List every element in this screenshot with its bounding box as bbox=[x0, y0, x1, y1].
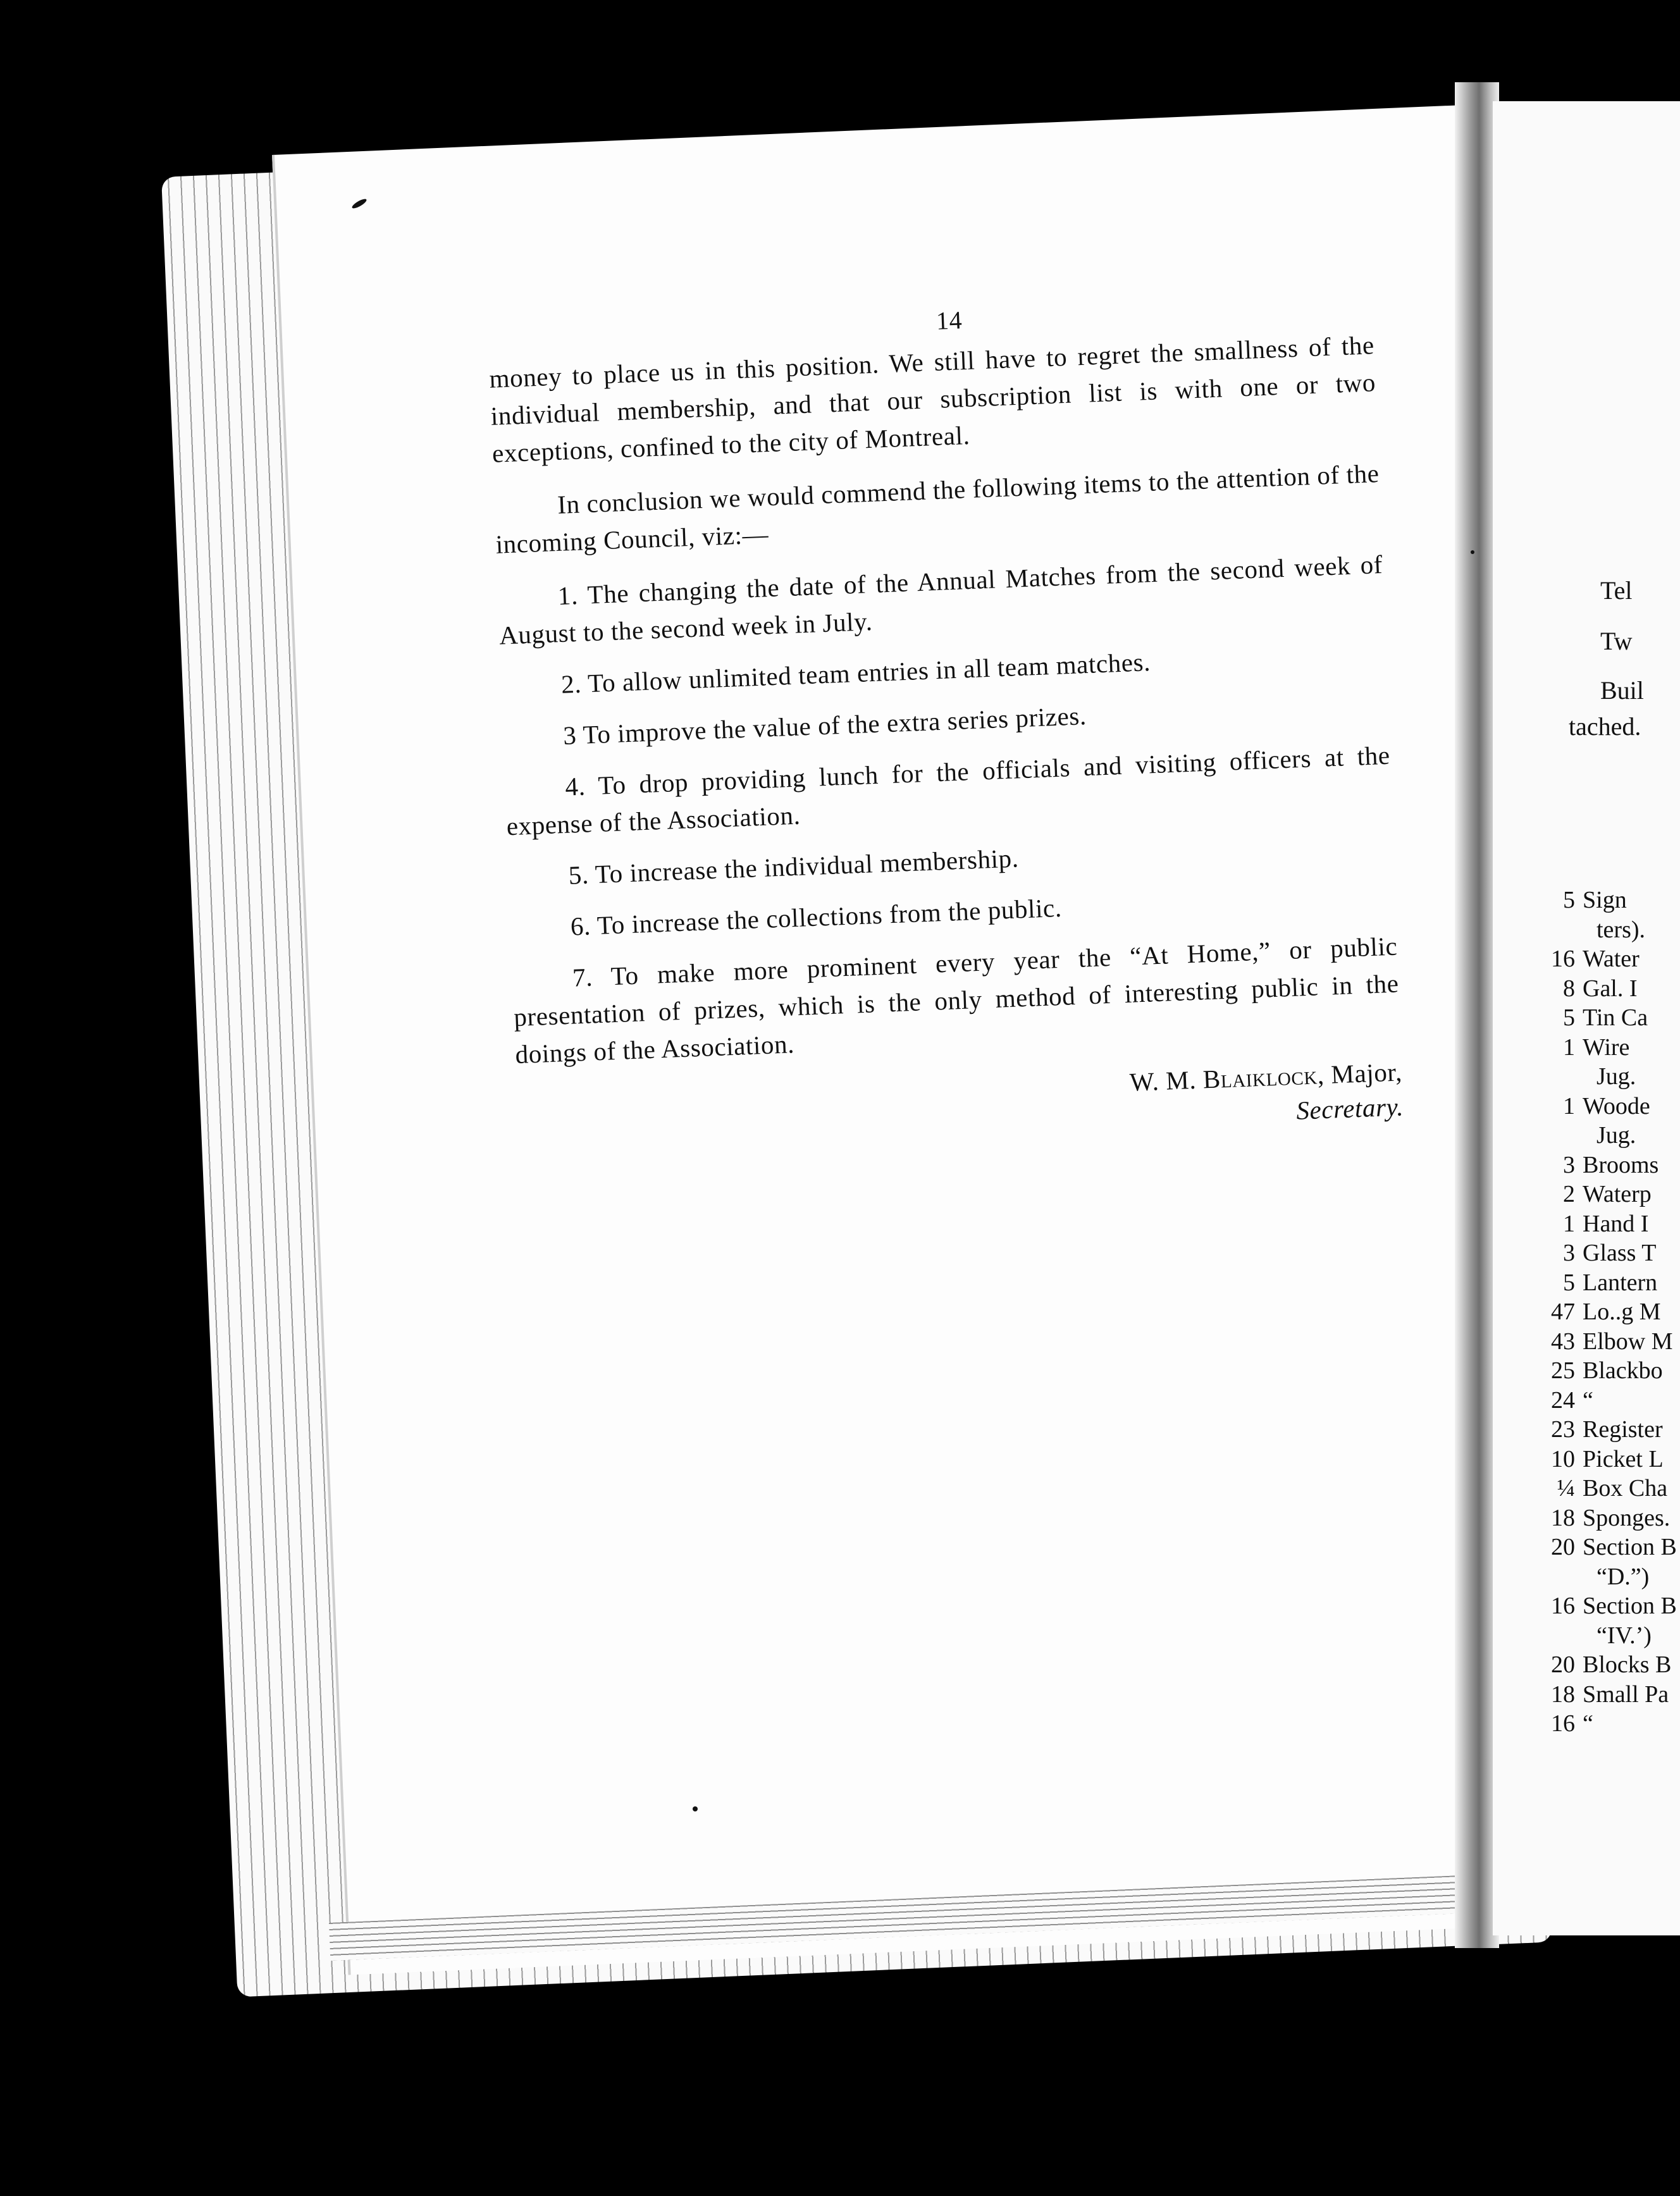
list-row-text: Tin Ca bbox=[1583, 1004, 1648, 1031]
list-item: 2. To allow unlimited team entries in all team matches. bbox=[560, 647, 1151, 699]
list-row bbox=[1518, 1621, 1680, 1651]
list-row-count bbox=[1518, 1621, 1583, 1651]
right-top-line: Tel bbox=[1600, 576, 1633, 605]
list-row bbox=[1518, 1533, 1680, 1562]
list-row-count: 23 bbox=[1551, 1416, 1575, 1443]
page-number: 14 bbox=[936, 305, 963, 335]
ink-mark bbox=[693, 1806, 698, 1811]
signature-name: Blaiklock bbox=[1202, 1060, 1318, 1094]
list-row bbox=[1518, 1209, 1680, 1239]
list-row-text: Wire bbox=[1583, 1033, 1630, 1061]
list-row-count: 18 bbox=[1551, 1681, 1575, 1708]
list-row bbox=[1518, 1474, 1680, 1503]
list-row-count: 1 bbox=[1563, 1033, 1575, 1061]
list-row-count: 8 bbox=[1563, 975, 1575, 1002]
list-row bbox=[1518, 1033, 1680, 1063]
list-row-text: Blocks B bbox=[1583, 1651, 1672, 1678]
list-row bbox=[1518, 1297, 1680, 1327]
list-row-count: 24 bbox=[1551, 1386, 1575, 1414]
list-row-text: “IV.’) bbox=[1597, 1622, 1652, 1649]
list-row-text: Waterp bbox=[1583, 1181, 1652, 1207]
list-row-text: Woode bbox=[1583, 1092, 1650, 1120]
list-row-text: Glass T bbox=[1583, 1240, 1657, 1266]
list-row bbox=[1518, 1650, 1680, 1680]
list-row-text: Box Cha bbox=[1583, 1475, 1668, 1502]
list-row-count bbox=[1518, 1562, 1583, 1592]
list-row bbox=[1518, 915, 1680, 945]
list-item: 5. To increase the individual membership. bbox=[567, 843, 1020, 890]
list-row bbox=[1518, 1150, 1680, 1180]
list-row-count: 5 bbox=[1563, 887, 1575, 913]
list-row-count: 25 bbox=[1551, 1357, 1575, 1384]
list-row bbox=[1518, 944, 1680, 974]
list-row-text: Lantern bbox=[1583, 1269, 1658, 1296]
signature-prefix: W. M. bbox=[1129, 1064, 1204, 1097]
list-row-text: Elbow M bbox=[1583, 1328, 1673, 1355]
list-row bbox=[1518, 1180, 1680, 1209]
list-item: 7. To make more prominent every year the “At Home,” or public presentation of prizes, which is the only method of interesting public in the doings of the Association. bbox=[513, 931, 1400, 1070]
list-row-count: 16 bbox=[1551, 1710, 1575, 1737]
list-row-count: 16 bbox=[1551, 946, 1575, 972]
list-row-text: Lo..g M bbox=[1583, 1298, 1661, 1325]
list-row bbox=[1518, 1562, 1680, 1592]
list-row-count: 5 bbox=[1563, 1004, 1575, 1031]
list-row bbox=[1518, 1003, 1680, 1033]
list-row bbox=[1518, 1238, 1680, 1268]
list-row-text: Hand I bbox=[1583, 1210, 1649, 1237]
list-row bbox=[1518, 1092, 1680, 1121]
list-row bbox=[1518, 1268, 1680, 1298]
left-page-text bbox=[487, 285, 1404, 1159]
list-row-text: “ bbox=[1583, 1386, 1593, 1414]
list-row-count bbox=[1518, 1062, 1583, 1092]
signature-title: Secretary. bbox=[1295, 1092, 1404, 1125]
list-row-count: ¼ bbox=[1557, 1475, 1575, 1502]
right-top-line: tached. bbox=[1569, 712, 1641, 741]
list-row-count: 20 bbox=[1551, 1651, 1575, 1678]
list-item: 1. The changing the date of the Annual Matches from the second week of August to the second week in July. bbox=[498, 549, 1383, 650]
list-row bbox=[1518, 885, 1680, 915]
list-row-count: 3 bbox=[1563, 1151, 1575, 1178]
paragraph: money to place us in this position. We still have to regret the smallness of the individual membership, and that our subscription list is with one or two exceptions, confined to the city of Montreal. bbox=[488, 330, 1376, 468]
list-row-text: Jug. bbox=[1597, 1063, 1636, 1090]
list-row bbox=[1518, 1356, 1680, 1386]
list-row-text: Jug. bbox=[1597, 1122, 1636, 1149]
list-item: 4. To drop providing lunch for the officials and visiting officers at the expense of the Association. bbox=[505, 740, 1391, 841]
list-row bbox=[1518, 1591, 1680, 1621]
list-row-text: Brooms bbox=[1583, 1151, 1659, 1178]
list-row bbox=[1518, 1415, 1680, 1445]
list-item: 3 To improve the value of the extra series prizes. bbox=[562, 701, 1087, 750]
list-row-text: Section B bbox=[1583, 1534, 1677, 1560]
list-row-text: Picket L bbox=[1583, 1445, 1664, 1472]
list-row bbox=[1518, 1680, 1680, 1710]
list-row-text: Small Pa bbox=[1583, 1681, 1669, 1708]
list-row bbox=[1518, 1503, 1680, 1533]
right-top-line: Buil bbox=[1600, 676, 1644, 705]
list-row-count: 1 bbox=[1563, 1092, 1575, 1120]
list-row-count: 20 bbox=[1551, 1534, 1575, 1560]
list-row-text: Water bbox=[1583, 946, 1640, 972]
list-row-count: 43 bbox=[1551, 1328, 1575, 1355]
right-top-line: Tw bbox=[1600, 627, 1633, 655]
list-row-text: Sponges. bbox=[1583, 1504, 1671, 1531]
list-row-text: Blackbo bbox=[1583, 1357, 1663, 1384]
list-row-count: 5 bbox=[1563, 1269, 1575, 1296]
list-row-count: 1 bbox=[1563, 1210, 1575, 1237]
list-row bbox=[1518, 1062, 1680, 1092]
list-row-text: “ bbox=[1583, 1710, 1593, 1737]
list-row bbox=[1518, 1327, 1680, 1357]
list-row-text: ters). bbox=[1597, 916, 1646, 943]
signature-rank: , Major, bbox=[1316, 1057, 1403, 1090]
list-row bbox=[1518, 1709, 1680, 1739]
list-item: 6. To increase the collections from the public. bbox=[570, 892, 1063, 941]
paragraph: In conclusion we would commend the following items to the attention of the incoming Council, viz:— bbox=[495, 459, 1380, 559]
list-row-text: Register bbox=[1583, 1416, 1663, 1443]
list-row bbox=[1518, 1445, 1680, 1474]
ink-mark bbox=[1471, 550, 1474, 554]
list-row bbox=[1518, 1121, 1680, 1150]
list-row-count: 3 bbox=[1563, 1240, 1575, 1266]
list-row-count: 16 bbox=[1551, 1593, 1575, 1619]
list-row-text: Gal. I bbox=[1583, 975, 1638, 1002]
list-row-count: 18 bbox=[1551, 1504, 1575, 1531]
list-row-text: “D.”) bbox=[1597, 1563, 1650, 1590]
right-page-list bbox=[1518, 885, 1680, 1739]
list-row-count bbox=[1518, 915, 1583, 945]
list-row-count bbox=[1518, 1121, 1583, 1150]
list-row bbox=[1518, 1386, 1680, 1416]
list-row bbox=[1518, 974, 1680, 1004]
list-row-count: 2 bbox=[1563, 1181, 1575, 1207]
list-row-text: Section B bbox=[1583, 1593, 1677, 1619]
list-row-text: Sign bbox=[1583, 887, 1627, 913]
list-row-count: 47 bbox=[1551, 1298, 1575, 1325]
list-row-count: 10 bbox=[1551, 1445, 1575, 1472]
